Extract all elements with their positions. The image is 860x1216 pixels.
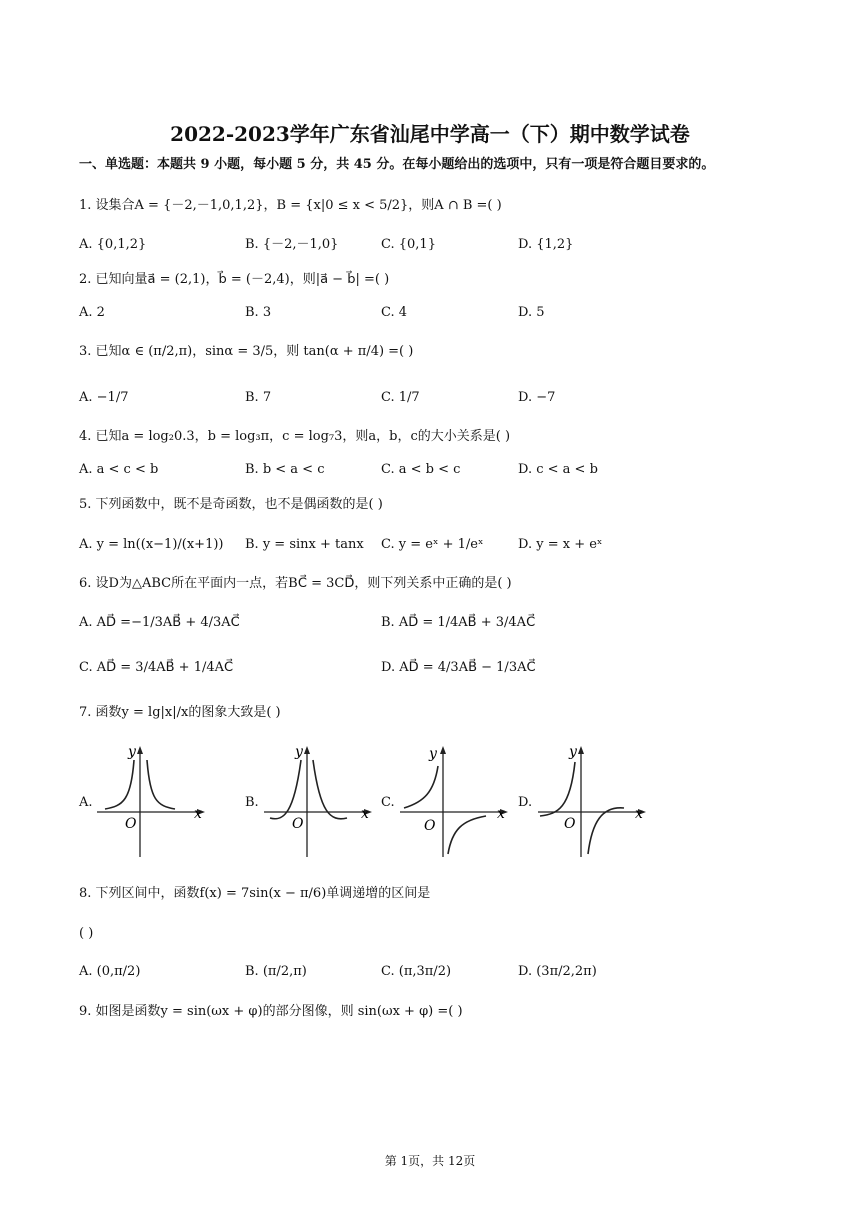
question-6-option-c: C. AD⃗ = 3/4AB⃗ + 1/4AC⃗: [79, 660, 234, 675]
x-label: x: [635, 806, 643, 822]
question-7-stem: 7. 函数y = lg|x|/x的图象大致是( ): [79, 705, 281, 720]
question-8-option-a: A. (0,π/2): [79, 964, 141, 979]
question-9-stem: 9. 如图是函数y = sin(ωx + φ)的部分图像，则 sin(ωx + φ) =( ): [79, 1004, 463, 1019]
section-heading: 一、单选题：本题共 9 小题，每小题 5 分，共 45 分。在每小题给出的选项中，只有一项是符合题目要求的。: [79, 157, 715, 172]
question-7-option-b: B.: [245, 795, 259, 810]
x-label: x: [194, 806, 202, 822]
curve-left: [270, 760, 301, 819]
question-1-option-d: D. {1,2}: [518, 237, 574, 252]
y-label: y: [128, 744, 136, 760]
question-3-option-a: A. −1/7: [79, 390, 129, 405]
question-4-option-d: D. c < a < b: [518, 462, 598, 477]
question-6-option-d: D. AD⃗ = 4/3AB⃗ − 1/3AC⃗: [381, 660, 536, 675]
question-2-option-c: C. 4: [381, 305, 408, 320]
page-title: 2022-2023学年广东省汕尾中学高一（下）期中数学试卷: [170, 122, 690, 146]
y-axis-arrow: [304, 746, 310, 754]
question-7-option-c: C.: [381, 795, 395, 810]
curve-right: [147, 760, 175, 809]
curve-right: [588, 808, 624, 854]
question-4-option-a: A. a < c < b: [79, 462, 159, 477]
question-8-stem: 8. 下列区间中，函数f(x) = 7sin(x − π/6)单调递增的区间是: [79, 886, 431, 901]
question-4-option-c: C. a < b < c: [381, 462, 461, 477]
question-6-option-b: B. AD⃗ = 1/4AB⃗ + 3/4AC⃗: [381, 615, 536, 630]
question-8-option-c: C. (π,3π/2): [381, 964, 452, 979]
y-label: y: [429, 746, 437, 762]
question-1-option-c: C. {0,1}: [381, 237, 436, 252]
question-8-option-b: B. (π/2,π): [245, 964, 307, 979]
question-8-option-d: D. (3π/2,2π): [518, 964, 597, 979]
question-3-option-b: B. 7: [245, 390, 272, 405]
question-8-stem-cont: ( ): [79, 926, 94, 941]
y-axis-arrow: [578, 746, 584, 754]
origin-label: O: [125, 816, 137, 832]
question-2-stem: 2. 已知向量a⃗ = (2,1)，b⃗ = (－2,4)，则|a⃗ − b⃗| =( ): [79, 272, 390, 287]
question-2-option-d: D. 5: [518, 305, 545, 320]
y-label: y: [295, 744, 303, 760]
question-2-option-a: A. 2: [79, 305, 105, 320]
question-7-option-a: A.: [79, 795, 93, 810]
question-5-option-a: A. y = ln((x−1)/(x+1)): [79, 537, 224, 552]
origin-label: O: [424, 818, 436, 834]
curve-right: [448, 816, 486, 854]
curve-right: [313, 760, 347, 819]
question-1-option-b: B. {－2,－1,0}: [245, 237, 339, 252]
question-1-option-a: A. {0,1,2}: [79, 237, 147, 252]
origin-label: O: [564, 816, 576, 832]
y-label: y: [569, 744, 577, 760]
question-6-option-a: A. AD⃗ =−1/3AB⃗ + 4/3AC⃗: [79, 615, 240, 630]
page-footer: 第 1页，共 12页: [384, 1154, 476, 1168]
y-axis-arrow: [137, 746, 143, 754]
question-3-option-c: C. 1/7: [381, 390, 420, 405]
curve-left: [404, 766, 438, 808]
question-2-option-b: B. 3: [245, 305, 272, 320]
question-3-option-d: D. −7: [518, 390, 556, 405]
x-label: x: [361, 806, 369, 822]
question-4-option-b: B. b < a < c: [245, 462, 325, 477]
question-7-graph-a: [95, 742, 215, 860]
question-7-graph-c: [398, 742, 518, 860]
question-4-stem: 4. 已知a = log₂0.3，b = log₃π，c = log₇3，则a，b，c的大小关系是( ): [79, 429, 511, 444]
question-7-graph-d: [536, 742, 656, 860]
question-1-stem: 1. 设集合A = {－2,－1,0,1,2}，B = {x|0 ≤ x < 5/2}，则A ∩ B =( ): [79, 198, 502, 213]
question-5-option-c: C. y = eˣ + 1/eˣ: [381, 537, 484, 552]
x-label: x: [497, 806, 505, 822]
question-5-option-b: B. y = sinx + tanx: [245, 537, 364, 552]
question-7-graph-b: [262, 742, 382, 860]
question-3-stem: 3. 已知α ∈ (π/2,π)，sinα = 3/5，则 tan(α + π/4) =( ): [79, 344, 414, 359]
question-5-stem: 5. 下列函数中，既不是奇函数，也不是偶函数的是( ): [79, 497, 383, 512]
origin-label: O: [292, 816, 304, 832]
question-5-option-d: D. y = x + eˣ: [518, 537, 603, 552]
question-6-stem: 6. 设D为△ABC所在平面内一点，若BC⃗ = 3CD⃗，则下列关系中正确的是( ): [79, 576, 512, 591]
curve-left: [540, 762, 575, 816]
y-axis-arrow: [440, 746, 446, 754]
question-7-option-d: D.: [518, 795, 533, 810]
curve-left: [105, 760, 134, 809]
